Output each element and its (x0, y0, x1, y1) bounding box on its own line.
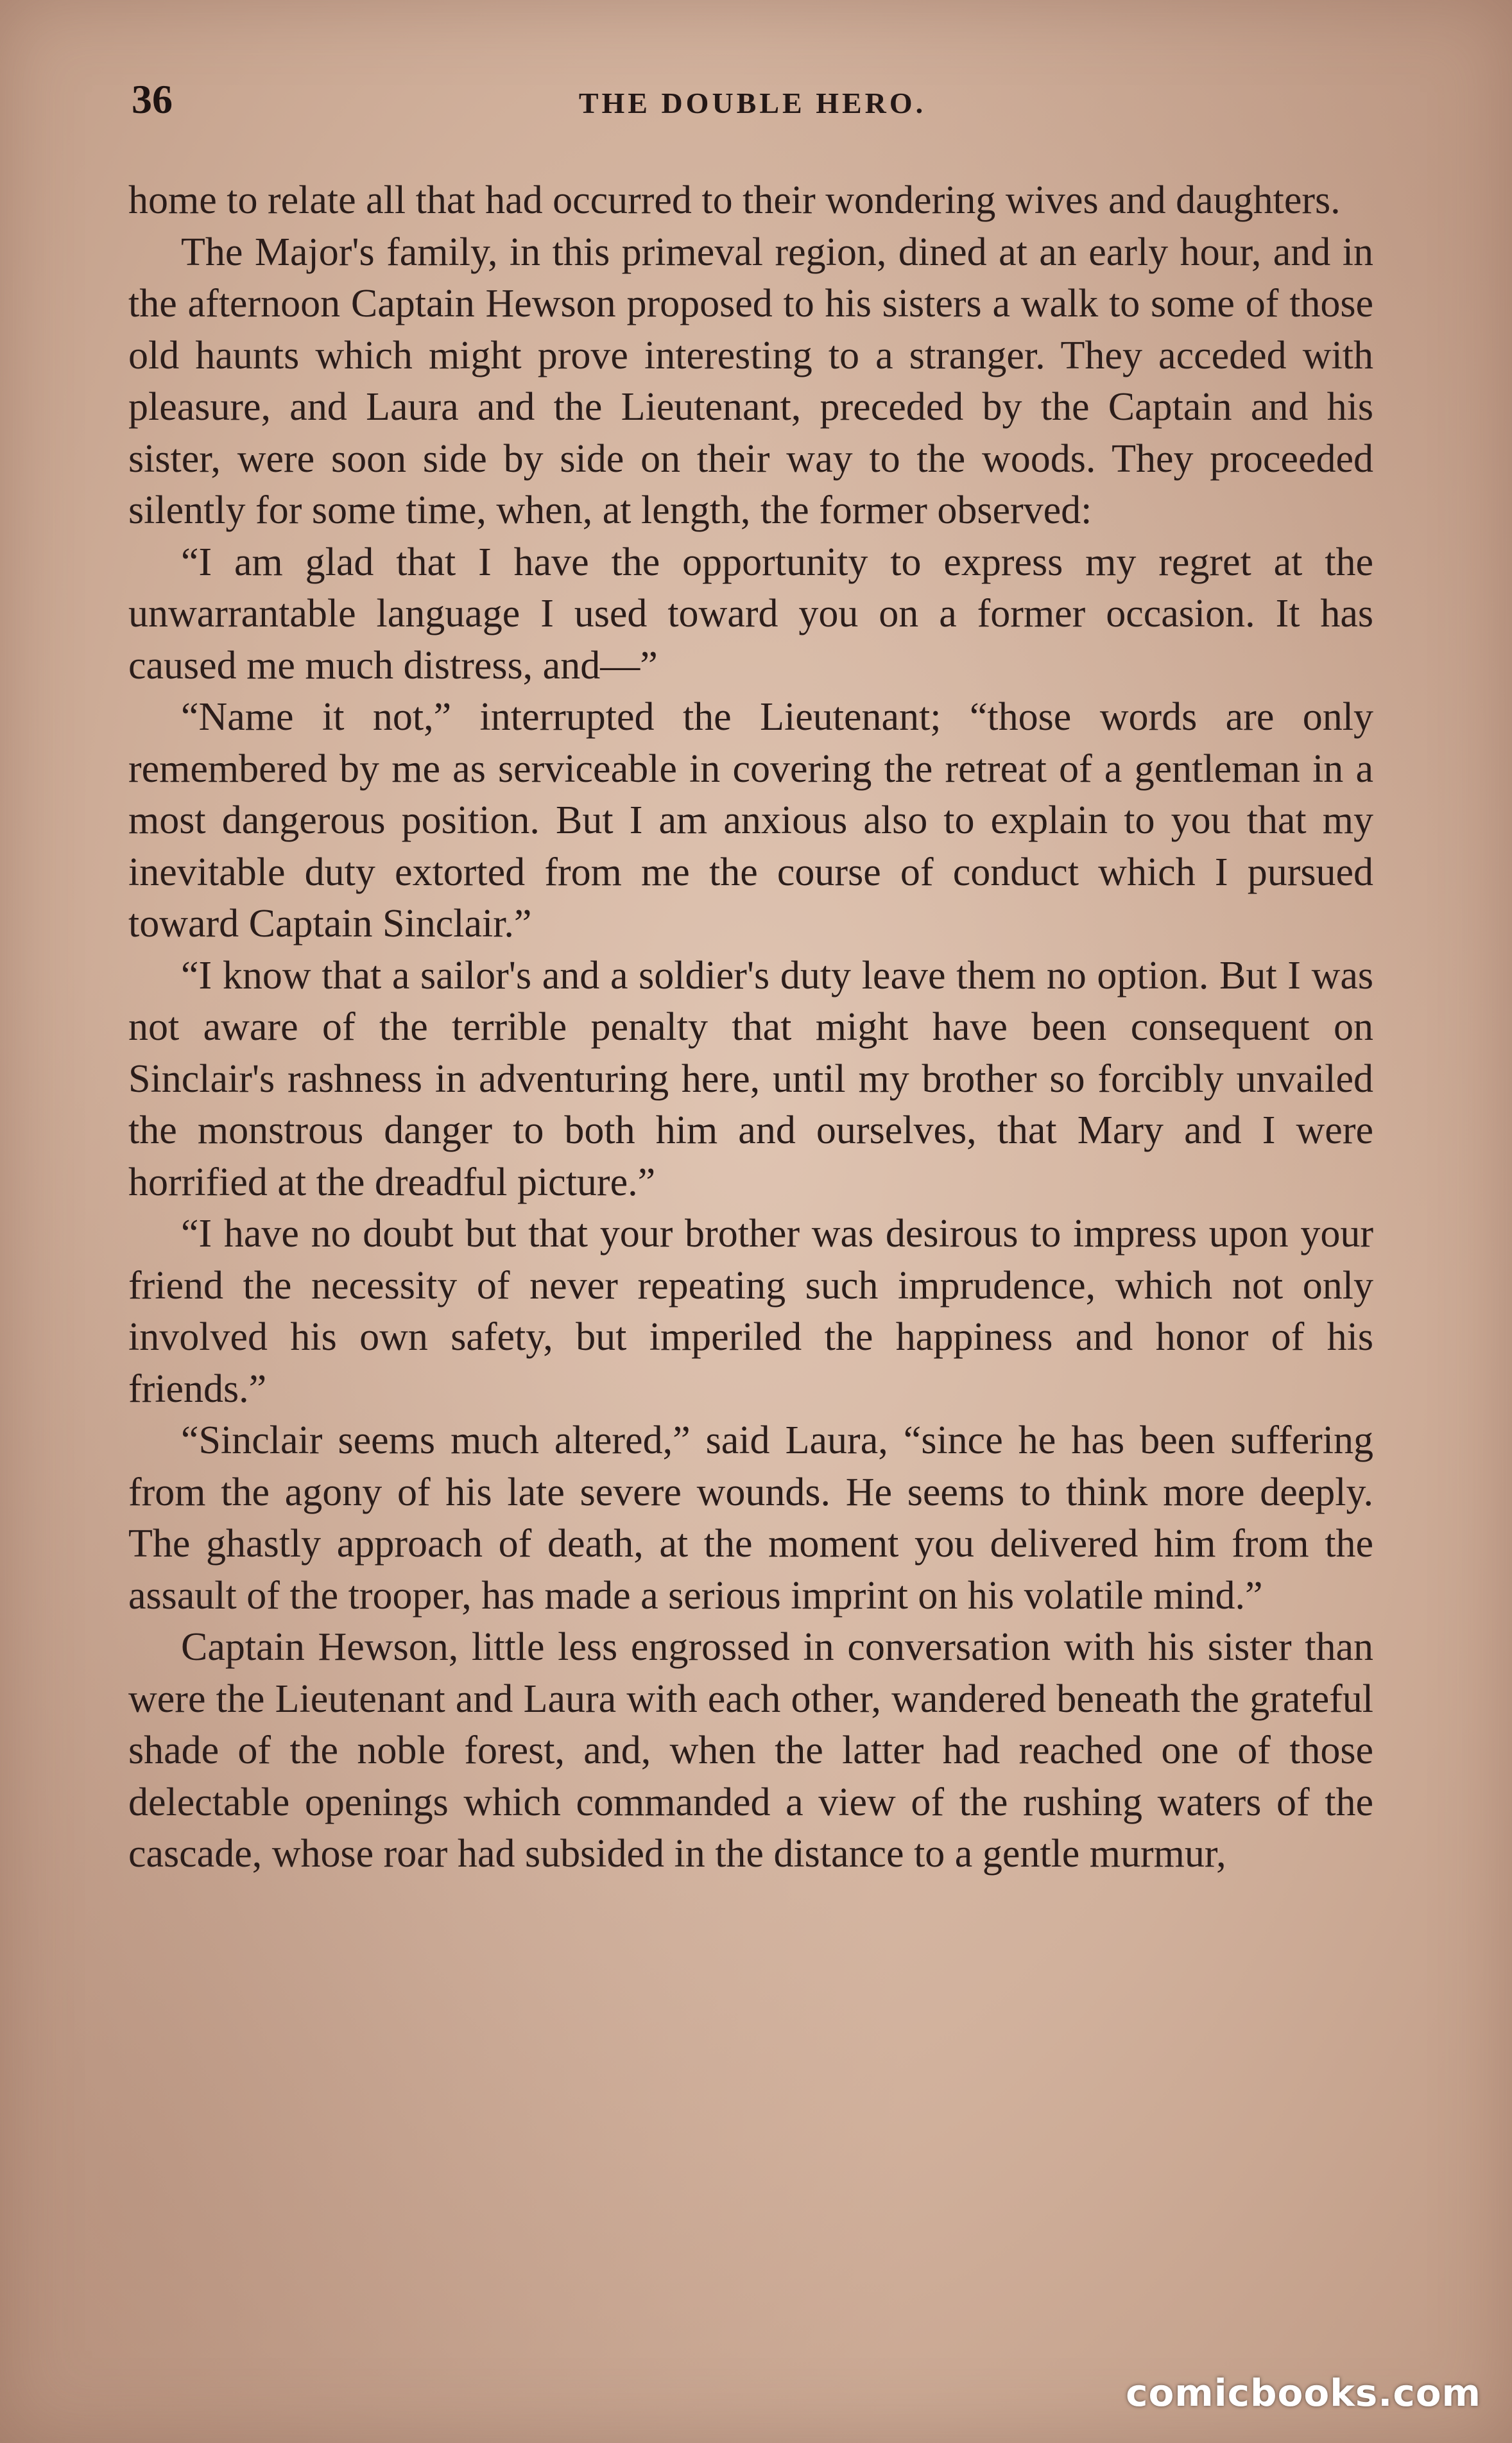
paragraph-continuation: home to relate all that had occurred to their wondering wives and daughters. (128, 178, 1341, 222)
paragraph: “I know that a sailor's and a soldier's duty leave them no option. But I was not aware of the terrible penalty that might have been consequent on Sinclair's rashness in adventuring here, until my brother so forcibly unvailed the monstrous danger to both him and ourselves, that Mary and I were horrified at the dreadful picture.” (128, 953, 1373, 1204)
page-number: 36 (132, 76, 173, 122)
running-title: THE DOUBLE HERO. (578, 87, 927, 119)
paragraph: “I am glad that I have the opportunity to express my regret at the unwarrantable language I used toward you on a former occasion. It has caused me much distress, and—” (128, 540, 1373, 687)
paragraph: The Major's family, in this primeval region, dined at an early hour, and in the afternoon Captain Hewson proposed to his sisters a walk to some of those old haunts which might prove interesting to a stranger. They acceded with pleasure, and Laura and the Lieutenant, preceded by the Captain and his sister, were soon side by side on their way to the woods. They proceeded silently for some time, when, at length, the former observed: (128, 230, 1373, 532)
paragraph: “Sinclair seems much altered,” said Laura, “since he has been suffering from the agony of his late severe wounds. He seems to think more deeply. The ghastly approach of death, at the moment you delivered him from the assault of the trooper, has made a serious imprint on his volatile mind.” (128, 1419, 1373, 1618)
paragraph: “Name it not,” interrupted the Lieutenant; “those words are only remembered by me as serviceable in covering the retreat of a gentleman in a most dangerous position. But I am anxious also to explain to you that my inevitable duty extorted from me the course of conduct which I pursued toward Captain Sinclair.” (128, 695, 1373, 945)
page-header (132, 76, 1373, 127)
watermark-text: comicbooks.com (1126, 2371, 1481, 2415)
paragraph: “I have no doubt but that your brother was desirous to impress upon your friend the necessity of never repeating such imprudence, which not only involved his own safety, but imperiled the happiness and honor of his friends.” (128, 1212, 1373, 1411)
paragraph: Captain Hewson, little less engrossed in conversation with his sister than were the Lieutenant and Laura with each other, wandered beneath the grateful shade of the noble forest, and, when the latter had reached one of those delectable openings which commanded a view of the rushing waters of the cascade, whose roar had subsided in the distance to a gentle murmur, (128, 1625, 1373, 1876)
body-text (128, 175, 1373, 1880)
